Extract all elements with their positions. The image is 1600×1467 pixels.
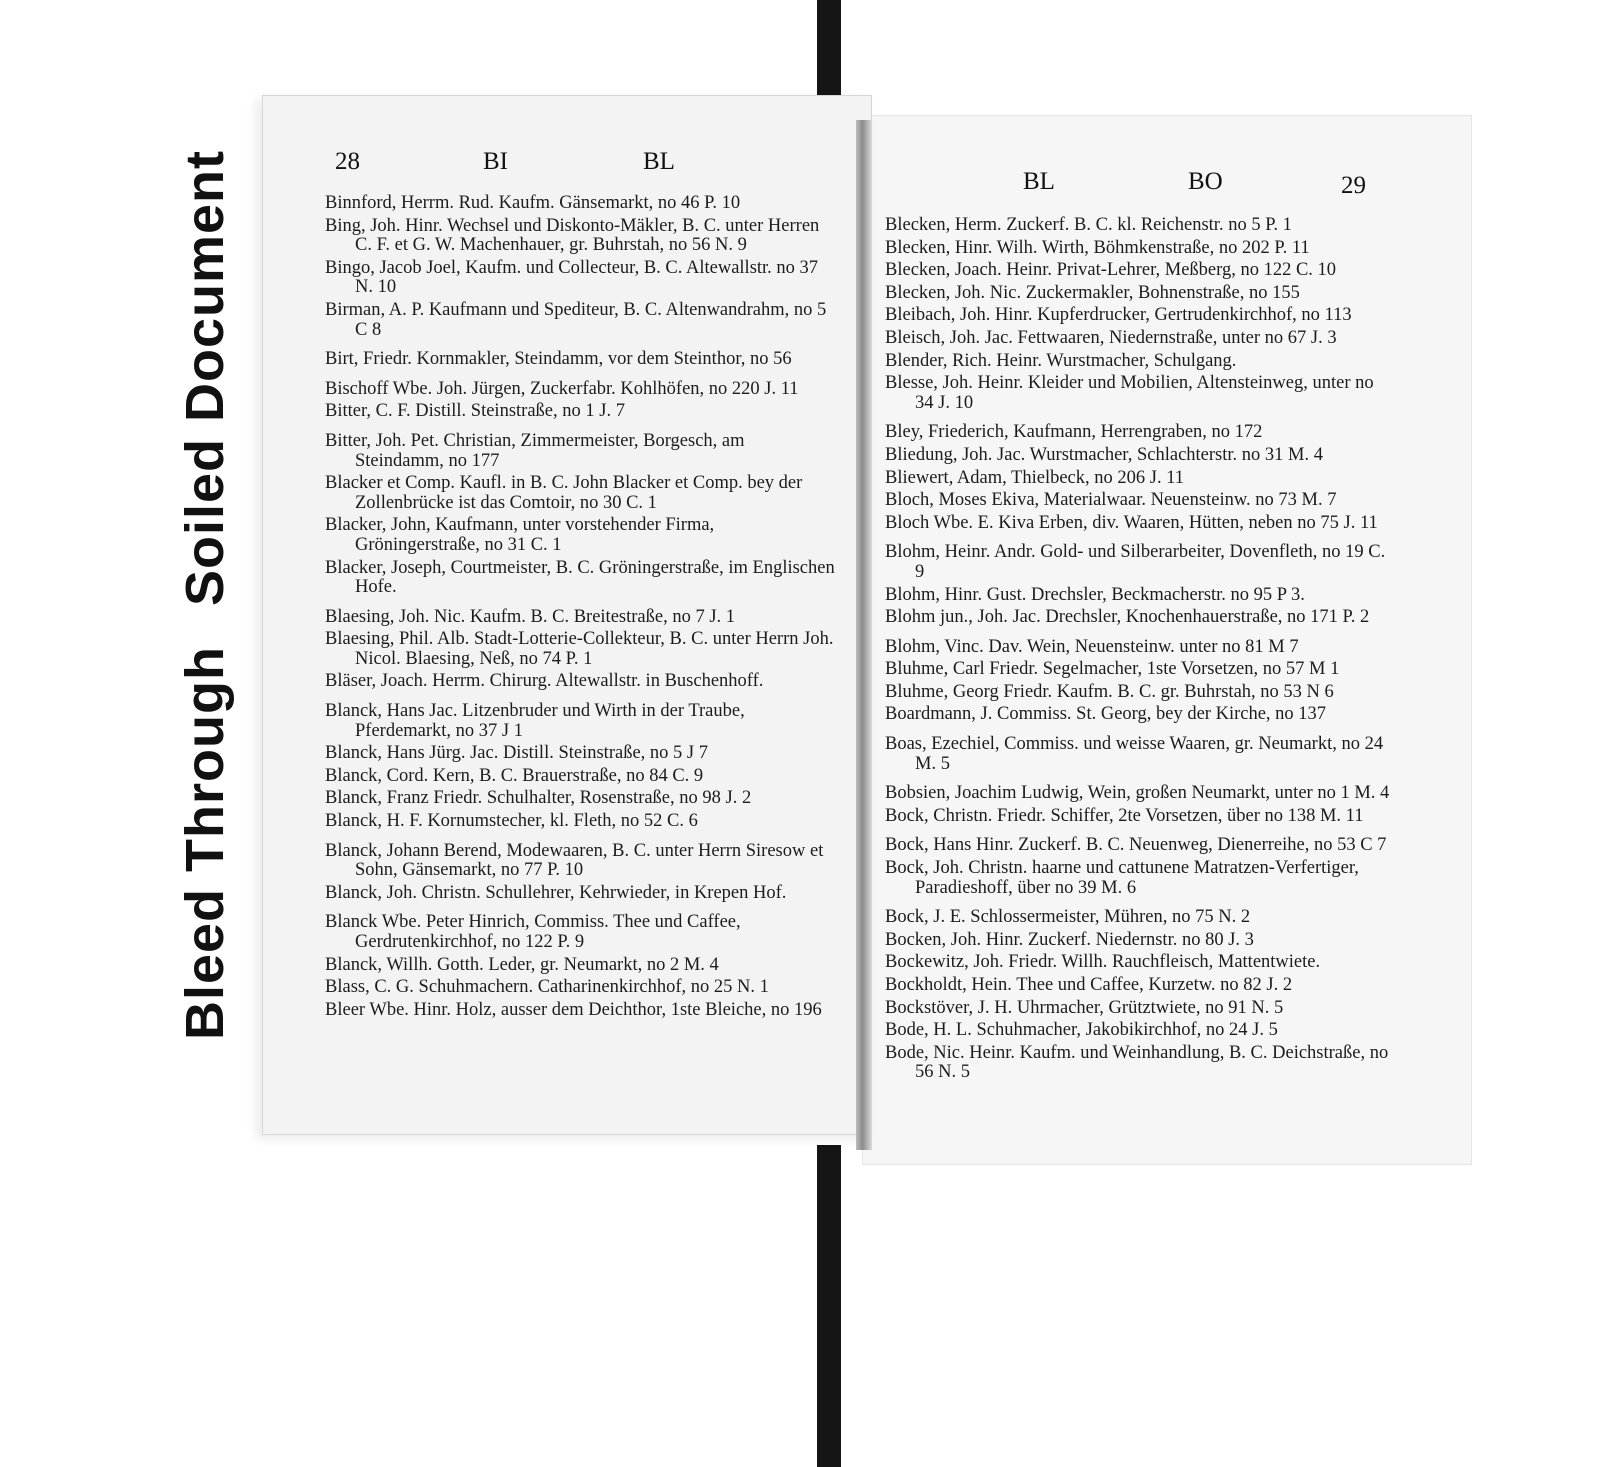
directory-entry: Bing, Joh. Hinr. Wechsel und Diskonto-Mäkler, B. C. unter Herren C. F. et G. W. Machenhauer, gr. Buhrstah, no 56 N. 9 [325, 215, 820, 256]
directory-entry: Boardmann, J. Commiss. St. Georg, bey der Kirche, no 137 [885, 704, 1327, 725]
directory-entry: Bitter, C. F. Distill. Steinstraße, no 1 J. 7 [325, 401, 625, 422]
directory-entry: Blacker, John, Kaufmann, unter vorstehender Firma, Gröningerstraße, no 31 C. 1 [325, 515, 715, 555]
stamp-line-1: Bleed Through [175, 646, 235, 1041]
left-header-left: BI [483, 148, 508, 175]
page-gutter-shadow [856, 120, 872, 1150]
directory-entry: Blanck, Willh. Gotth. Leder, gr. Neumarkt, no 2 M. 4 [325, 954, 719, 975]
directory-entry: Blesse, Joh. Heinr. Kleider und Mobilien, Altensteinweg, unter no 34 J. 10 [885, 373, 1374, 413]
directory-entry: Birt, Friedr. Kornmakler, Steindamm, vor dem Steinthor, no 56 [325, 349, 792, 370]
directory-entry: Bock, Christn. Friedr. Schiffer, 2te Vorsetzen, über no 138 M. 11 [885, 805, 1364, 826]
directory-entry: Blecken, Herm. Zuckerf. B. C. kl. Reichenstr. no 5 P. 1 [885, 215, 1292, 235]
directory-entry: Bobsien, Joachim Ludwig, Wein, großen Neumarkt, unter no 1 M. 4 [885, 783, 1390, 804]
directory-entry: Blohm jun., Joh. Jac. Drechsler, Knochenhauerstraße, no 171 P. 2 [885, 607, 1370, 628]
right-page-header [863, 168, 1471, 208]
directory-entry: Blanck, H. F. Kornumstecher, kl. Fleth, no 52 C. 6 [325, 811, 698, 832]
directory-entry: Blanck, Cord. Kern, B. C. Brauerstraße, no 84 C. 9 [325, 765, 704, 786]
directory-entry: Bock, Joh. Christn. haarne und cattunene Matratzen-Verfertiger, Paradieshoff, über no 39 M. 6 [885, 858, 1359, 898]
directory-entry: Bliewert, Adam, Thielbeck, no 206 J. 11 [885, 467, 1185, 488]
directory-entry: Bleibach, Joh. Hinr. Kupferdrucker, Gertrudenkirchhof, no 113 [885, 305, 1352, 326]
directory-entry: Bley, Friederich, Kaufmann, Herrengraben, no 172 [885, 422, 1263, 443]
right-page [862, 115, 1472, 1165]
directory-entry: Blanck, Franz Friedr. Schulhalter, Rosenstraße, no 98 J. 2 [325, 788, 752, 809]
directory-entry: Bischoff Wbe. Joh. Jürgen, Zuckerfabr. Kohlhöfen, no 220 J. 11 [325, 378, 799, 399]
directory-entry: Bode, H. L. Schuhmacher, Jakobikirchhof, no 24 J. 5 [885, 1020, 1278, 1041]
directory-entry: Bloch, Moses Ekiva, Materialwaar. Neuensteinw. no 73 M. 7 [885, 490, 1337, 511]
directory-entry: Bingo, Jacob Joel, Kaufm. und Collecteur, B. C. Altewallstr. no 37 N. 10 [325, 257, 819, 298]
directory-entry: Birman, A. P. Kaufmann und Spediteur, B. C. Altenwandrahm, no 5 C 8 [325, 299, 827, 340]
directory-entry: Blaesing, Phil. Alb. Stadt-Lotterie-Collekteur, B. C. unter Herrn Joh. Nicol. Blaesing, Neß, no 74 P. 1 [325, 629, 834, 669]
right-header-left: BL [1023, 168, 1055, 195]
directory-entry: Blanck, Hans Jürg. Jac. Distill. Steinstraße, no 5 J 7 [325, 743, 708, 764]
directory-entry: Blohm, Vinc. Dav. Wein, Neuensteinw. unter no 81 M 7 [885, 636, 1299, 657]
directory-entry: Bluhme, Carl Friedr. Segelmacher, 1ste Vorsetzen, no 57 M 1 [885, 659, 1340, 680]
directory-entry: Bloch Wbe. E. Kiva Erben, div. Waaren, Hütten, neben no 75 J. 11 [885, 512, 1378, 533]
directory-entry: Bock, J. E. Schlossermeister, Mühren, no 75 N. 2 [885, 907, 1251, 928]
directory-entry: Blacker et Comp. Kaufl. in B. C. John Blacker et Comp. bey der Zollenbrücke ist das Comtoir, no 30 C. 1 [325, 473, 803, 513]
directory-entry: Blanck, Hans Jac. Litzenbruder und Wirth in der Traube, Pferdemarkt, no 37 J 1 [325, 701, 745, 741]
directory-entry: Blaesing, Joh. Nic. Kaufm. B. C. Breitestraße, no 7 J. 1 [325, 606, 736, 627]
right-header-right: BO [1188, 168, 1223, 195]
directory-entry: Blanck Wbe. Peter Hinrich, Commiss. Thee und Caffee, Gerdrutenkirchhof, no 122 P. 9 [325, 912, 741, 952]
directory-entry: Blecken, Hinr. Wilh. Wirth, Böhmkenstraße, no 202 P. 11 [885, 237, 1310, 258]
directory-entry: Blacker, Joseph, Courtmeister, B. C. Gröningerstraße, im Englischen Hofe. [325, 557, 835, 598]
directory-entry: Bleisch, Joh. Jac. Fettwaaren, Niedernstraße, unter no 67 J. 3 [885, 327, 1337, 348]
directory-entry: Blecken, Joh. Nic. Zuckermakler, Bohnenstraße, no 155 [885, 282, 1300, 303]
directory-entry: Bockstöver, J. H. Uhrmacher, Grütztwiete, no 91 N. 5 [885, 997, 1284, 1018]
directory-entry: Blender, Rich. Heinr. Wurstmacher, Schulgang. [885, 350, 1237, 371]
book-binding-bottom [817, 1145, 841, 1467]
directory-entry: Bitter, Joh. Pet. Christian, Zimmermeister, Borgesch, am Steindamm, no 177 [325, 430, 745, 471]
directory-entry: Blass, C. G. Schuhmachern. Catharinenkirchhof, no 25 N. 1 [325, 977, 769, 998]
directory-entry: Blanck, Joh. Christn. Schullehrer, Kehrwieder, in Krepen Hof. [325, 882, 787, 903]
left-page [262, 95, 872, 1135]
left-page-header [263, 148, 871, 188]
directory-entry: Blohm, Heinr. Andr. Gold- und Silberarbeiter, Dovenfleth, no 19 C. 9 [885, 542, 1386, 582]
directory-entry: Bock, Hans Hinr. Zuckerf. B. C. Neuenweg, Dienerreihe, no 53 C 7 [885, 835, 1387, 856]
right-entry-list [885, 216, 1395, 1086]
directory-entry: Bläser, Joach. Herrm. Chirurg. Altewallstr. in Buschenhoff. [325, 671, 764, 692]
directory-entry: Boas, Ezechiel, Commiss. und weisse Waaren, gr. Neumarkt, no 24 M. 5 [885, 734, 1384, 774]
directory-entry: Blohm, Hinr. Gust. Drechsler, Beckmacherstr. no 95 P 3. [885, 584, 1305, 605]
left-entry-list [325, 194, 835, 1023]
directory-entry: Bode, Nic. Heinr. Kaufm. und Weinhandlung, B. C. Deichstraße, no 56 N. 5 [885, 1042, 1389, 1083]
stamp-line-2: Soiled Document [175, 149, 235, 607]
directory-entry: Blanck, Johann Berend, Modewaaren, B. C. unter Herrn Siresow et Sohn, Gänsemarkt, no 77 P. 10 [325, 840, 824, 881]
directory-entry: Bocken, Joh. Hinr. Zuckerf. Niedernstr. no 80 J. 3 [885, 929, 1254, 950]
directory-entry: Bluhme, Georg Friedr. Kaufm. B. C. gr. Buhrstah, no 53 N 6 [885, 681, 1334, 702]
directory-entry: Blecken, Joach. Heinr. Privat-Lehrer, Meßberg, no 122 C. 10 [885, 260, 1337, 281]
directory-entry: Bliedung, Joh. Jac. Wurstmacher, Schlachterstr. no 31 M. 4 [885, 444, 1323, 465]
left-page-number: 28 [335, 148, 360, 175]
watermark-stamp [170, 95, 240, 1095]
directory-entry: Bockewitz, Joh. Friedr. Willh. Rauchfleisch, Mattentwiete. [885, 952, 1321, 973]
directory-entry: Bleer Wbe. Hinr. Holz, ausser dem Deichthor, 1ste Bleiche, no 196 [325, 999, 822, 1020]
directory-entry: Bockholdt, Hein. Thee und Caffee, Kurzetw. no 82 J. 2 [885, 975, 1293, 995]
right-page-number: 29 [1341, 172, 1366, 199]
directory-entry: Binnford, Herrm. Rud. Kaufm. Gänsemarkt, no 46 P. 10 [325, 193, 741, 213]
left-header-right: BL [643, 148, 675, 175]
